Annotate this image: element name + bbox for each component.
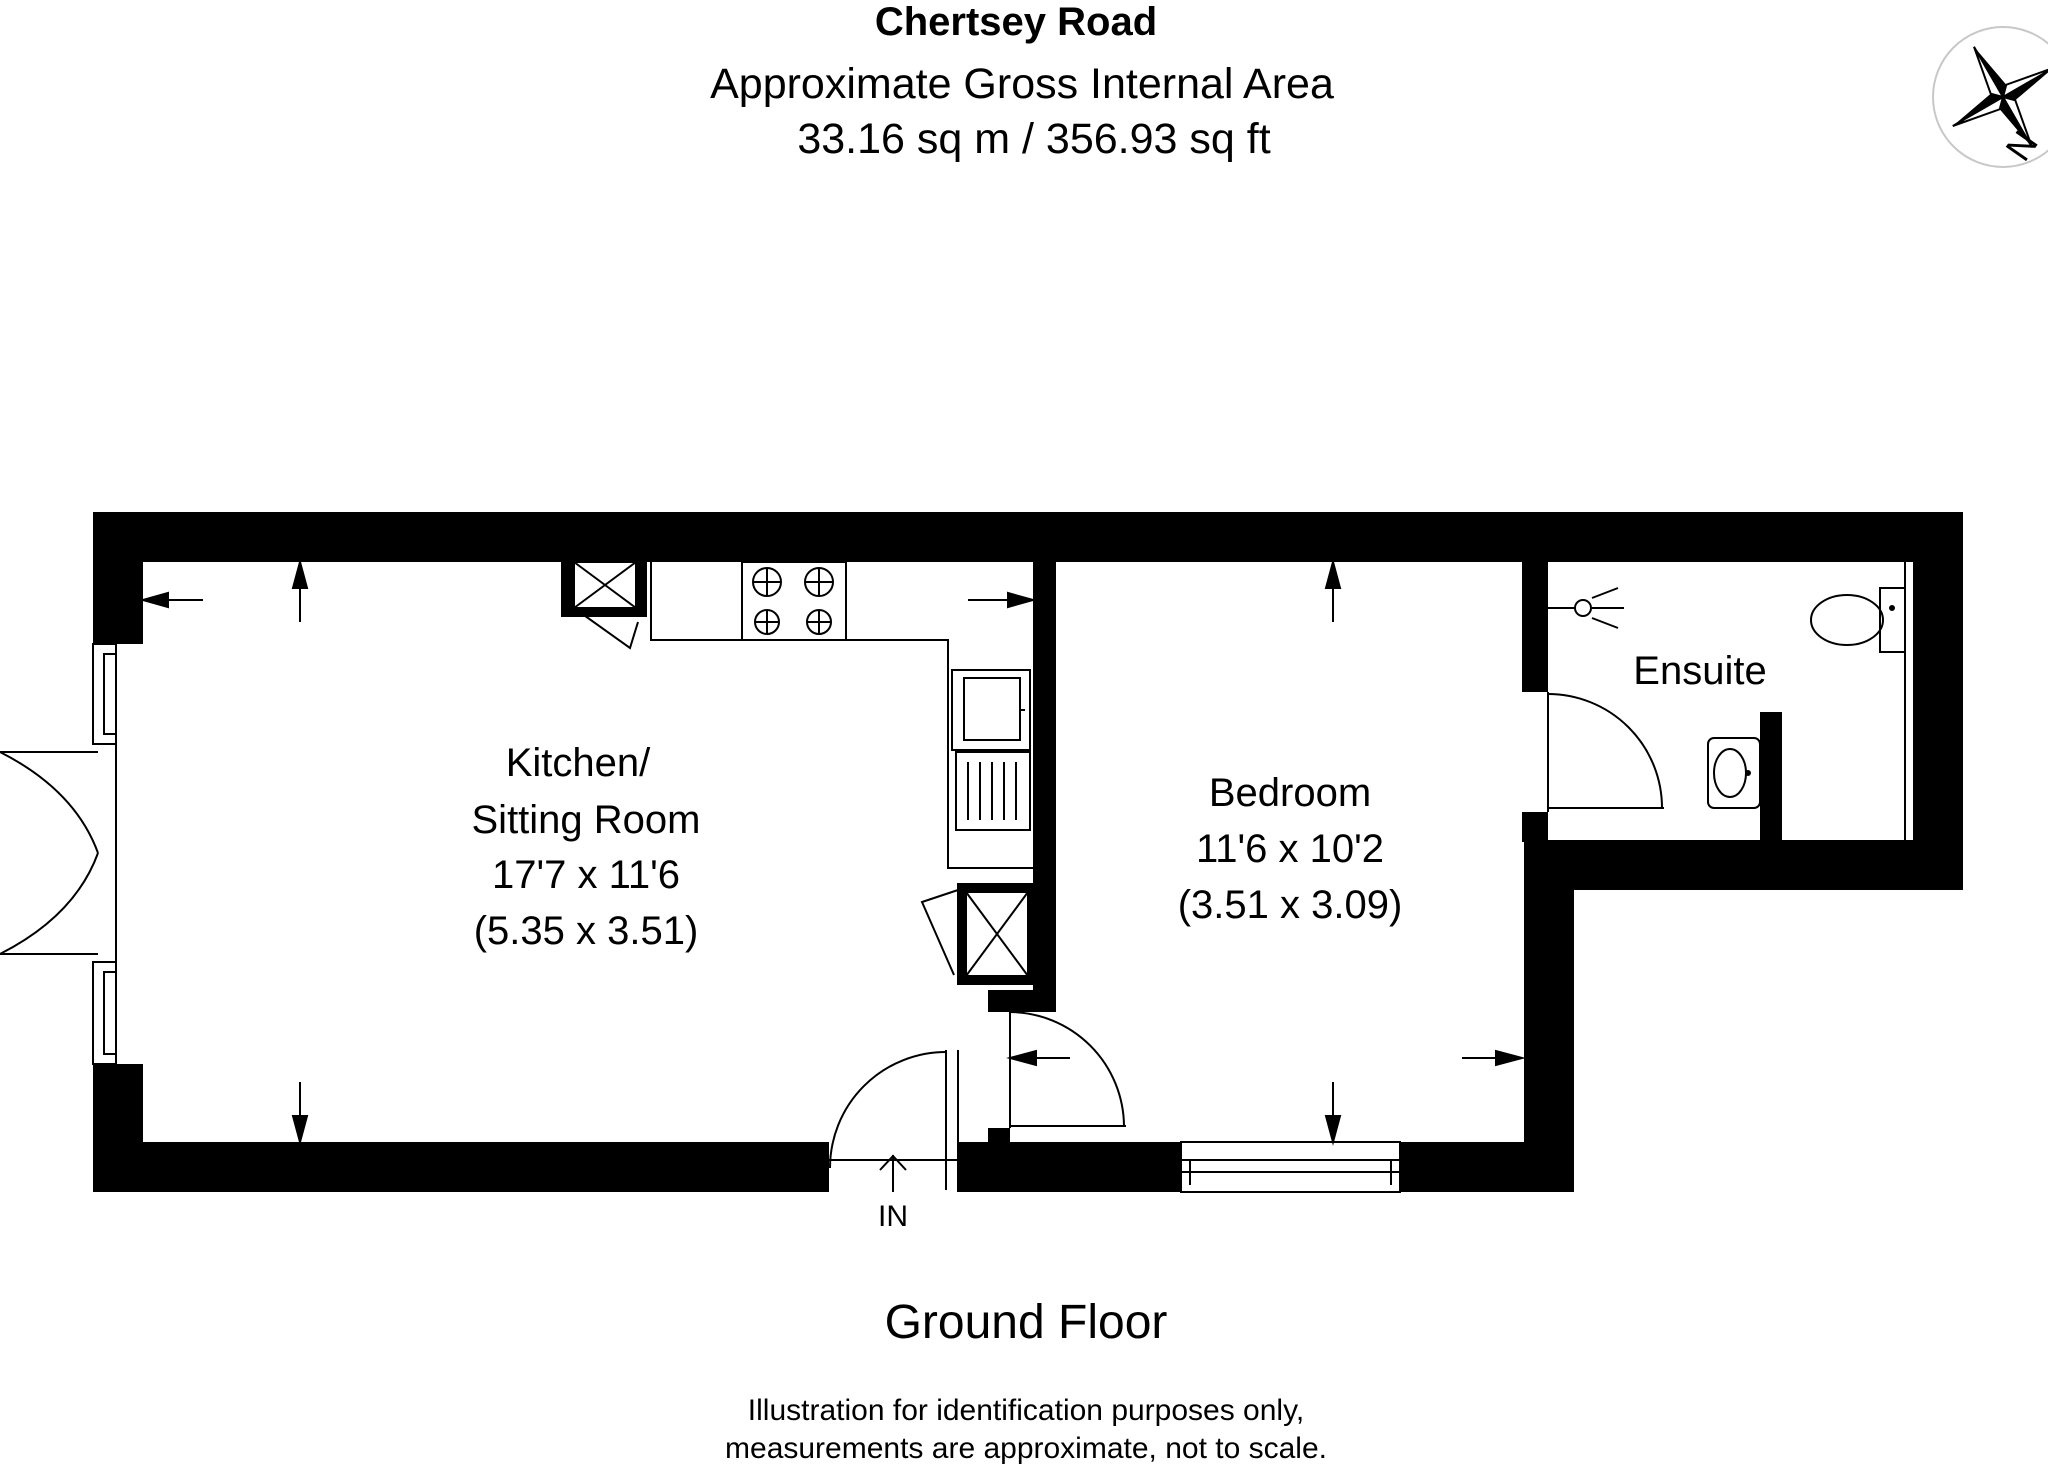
front-window: [1181, 1142, 1400, 1192]
toilet-icon: [1811, 588, 1905, 652]
entrance-label: IN: [878, 1200, 908, 1233]
area-label: Approximate Gross Internal Area: [710, 60, 1334, 108]
hob-icon: [742, 562, 846, 640]
compass-north-label: N: [1997, 123, 2046, 169]
floor-name: Ground Floor: [884, 1296, 1168, 1349]
bedroom-name: Bedroom: [1208, 771, 1372, 815]
property-title: Chertsey Road: [874, 0, 1158, 44]
bedroom-metric: (3.51 x 3.09): [1177, 883, 1403, 927]
ensuite-name: Ensuite: [1633, 649, 1767, 693]
disclaimer-line1: Illustration for identification purposes only,: [747, 1394, 1305, 1427]
kitchen-metric: (5.35 x 3.51): [473, 909, 699, 953]
bedroom-imperial: 11'6 x 10'2: [1195, 827, 1385, 871]
kitchen-name-line1: Kitchen/: [505, 741, 651, 785]
disclaimer-line2: measurements are approximate, not to scale.: [725, 1432, 1327, 1464]
area-value: 33.16 sq m / 356.93 sq ft: [797, 115, 1271, 163]
kitchen-imperial: 17'7 x 11'6: [491, 853, 681, 897]
bedroom-door: [1010, 1012, 1126, 1128]
ensuite-door: [1548, 692, 1664, 812]
kitchen-sitting-room-label: [472, 741, 701, 953]
cupboard-side: [922, 884, 1033, 984]
kitchen-name-line2: Sitting Room: [471, 798, 701, 842]
exterior-walls: [93, 512, 1963, 1192]
kitchen-worktop: [651, 562, 1033, 868]
bedroom-label: [1178, 771, 1403, 927]
french-doors: [0, 644, 116, 1064]
shower-icon: [1548, 588, 1624, 628]
cupboard-top: [562, 562, 646, 648]
washbasin-icon: [1708, 738, 1760, 808]
